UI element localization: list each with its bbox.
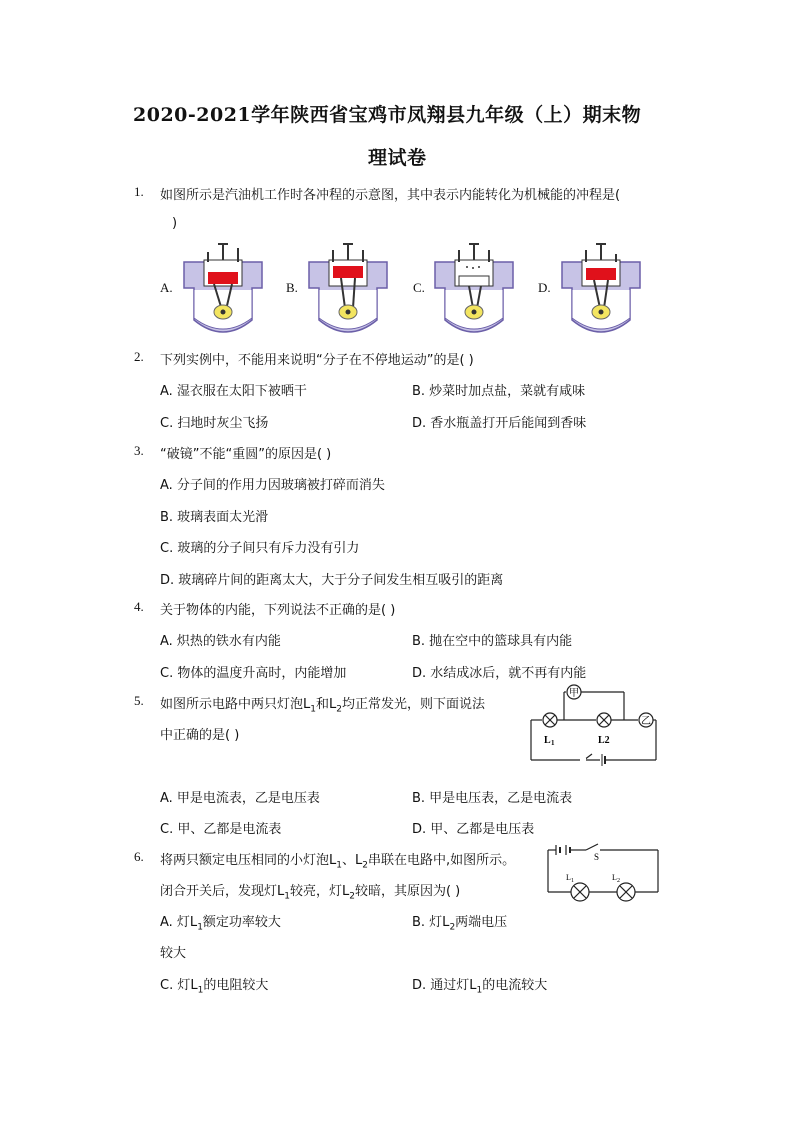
question-1-stem-end: ) bbox=[172, 216, 178, 231]
question-4-option-b: B. 抛在空中的篮球具有内能 bbox=[412, 634, 573, 649]
meter-yi-label: 乙 bbox=[641, 716, 651, 727]
lamp-l1-label: L bbox=[566, 873, 571, 882]
question-5-option-a: A. 甲是电流表，乙是电压表 bbox=[160, 791, 320, 806]
question-2-option-d: D. 香水瓶盖打开后能闻到香味 bbox=[412, 416, 587, 431]
question-1-number: 1. bbox=[134, 184, 144, 199]
lamp-l1-subscript: 1 bbox=[571, 878, 574, 884]
question-6-option-a: A. 灯$L_1$额定功率较大 bbox=[160, 915, 281, 933]
question-4-stem: 关于物体的内能，下列说法不正确的是( ) bbox=[160, 603, 396, 618]
meter-jia-label: 甲 bbox=[569, 688, 579, 699]
lamp-l2-label: L bbox=[612, 873, 617, 882]
engine-diagram-a bbox=[178, 240, 268, 340]
question-6-stem-line2: 闭合开关后，发现灯$L_1$较亮，灯$L_2$较暗，其原因为( ) bbox=[160, 884, 461, 902]
question-3-option-b: B. 玻璃表面太光滑 bbox=[160, 510, 269, 525]
engine-diagram-c bbox=[429, 240, 519, 340]
question-6-option-b-wrap: 较大 bbox=[160, 946, 187, 961]
question-5-stem: 如图所示电路中两只灯泡$L_1$和$L_2$均正常发光，则下面说法 bbox=[160, 697, 485, 715]
question-2-option-c: C. 扫地时灰尘飞扬 bbox=[160, 416, 269, 431]
question-2-stem: 下列实例中，不能用来说明“分子在不停地运动”的是( ) bbox=[160, 353, 474, 368]
question-1-option-a-label: A. bbox=[160, 280, 173, 295]
question-5-stem-line2: 中正确的是( ) bbox=[160, 728, 240, 743]
question-1-option-b-label: B. bbox=[286, 280, 298, 295]
question-5-option-c: C. 甲、乙都是电流表 bbox=[160, 822, 282, 837]
question-6-option-b: B. 灯$L_2$两端电压 bbox=[412, 915, 508, 933]
question-1-option-d-label: D. bbox=[538, 280, 551, 295]
paper-title-line1: 2020-2021学年陕西省宝鸡市凤翔县九年级（上）期末物 bbox=[133, 104, 642, 126]
question-1-stem: 如图所示是汽油机工作时各冲程的示意图，其中表示内能转化为机械能的冲程是( bbox=[160, 188, 621, 203]
lamp-l1-subscript: 1 bbox=[551, 739, 555, 747]
question-6-number: 6. bbox=[134, 849, 144, 864]
question-5-circuit-diagram bbox=[526, 684, 662, 770]
engine-diagram-d bbox=[556, 240, 646, 340]
question-4-option-a: A. 炽热的铁水有内能 bbox=[160, 634, 281, 649]
question-3-number: 3. bbox=[134, 443, 144, 458]
question-1-option-c-label: C. bbox=[413, 280, 425, 295]
lamp-l1-label: L bbox=[544, 735, 551, 746]
question-6-circuit-diagram bbox=[544, 840, 662, 908]
question-4-option-d: D. 水结成冰后，就不再有内能 bbox=[412, 666, 587, 681]
question-5-option-d: D. 甲、乙都是电压表 bbox=[412, 822, 535, 837]
question-3-option-c: C. 玻璃的分子间只有斥力没有引力 bbox=[160, 541, 360, 556]
paper-title-line2: 理试卷 bbox=[368, 147, 427, 169]
switch-s-label: S bbox=[594, 852, 600, 862]
question-5-number: 5. bbox=[134, 693, 144, 708]
question-3-option-d: D. 玻璃碎片间的距离太大，大于分子间发生相互吸引的距离 bbox=[160, 573, 504, 588]
question-4-number: 4. bbox=[134, 599, 144, 614]
question-2-option-b: B. 炒菜时加点盐，菜就有咸味 bbox=[412, 384, 586, 399]
question-3-stem: “破镜”不能“重圆”的原因是( ) bbox=[160, 447, 332, 462]
question-2-number: 2. bbox=[134, 349, 144, 364]
question-3-option-a: A. 分子间的作用力因玻璃被打碎而消失 bbox=[160, 478, 385, 493]
question-2-option-a: A. 湿衣服在太阳下被晒干 bbox=[160, 384, 307, 399]
question-4-option-c: C. 物体的温度升高时，内能增加 bbox=[160, 666, 347, 681]
engine-diagram-b bbox=[303, 240, 393, 340]
question-6-option-c: C. 灯$L_1$的电阻较大 bbox=[160, 978, 269, 996]
question-6-stem: 将两只额定电压相同的小灯泡$L_1$、$L_2$串联在电路中,如图所示。 bbox=[160, 853, 516, 871]
lamp-l2-label: L2 bbox=[598, 735, 610, 746]
question-5-option-b: B. 甲是电压表，乙是电流表 bbox=[412, 791, 573, 806]
question-6-option-d: D. 通过灯$L_1$的电流较大 bbox=[412, 978, 548, 996]
lamp-l2-subscript: 2 bbox=[617, 878, 620, 884]
